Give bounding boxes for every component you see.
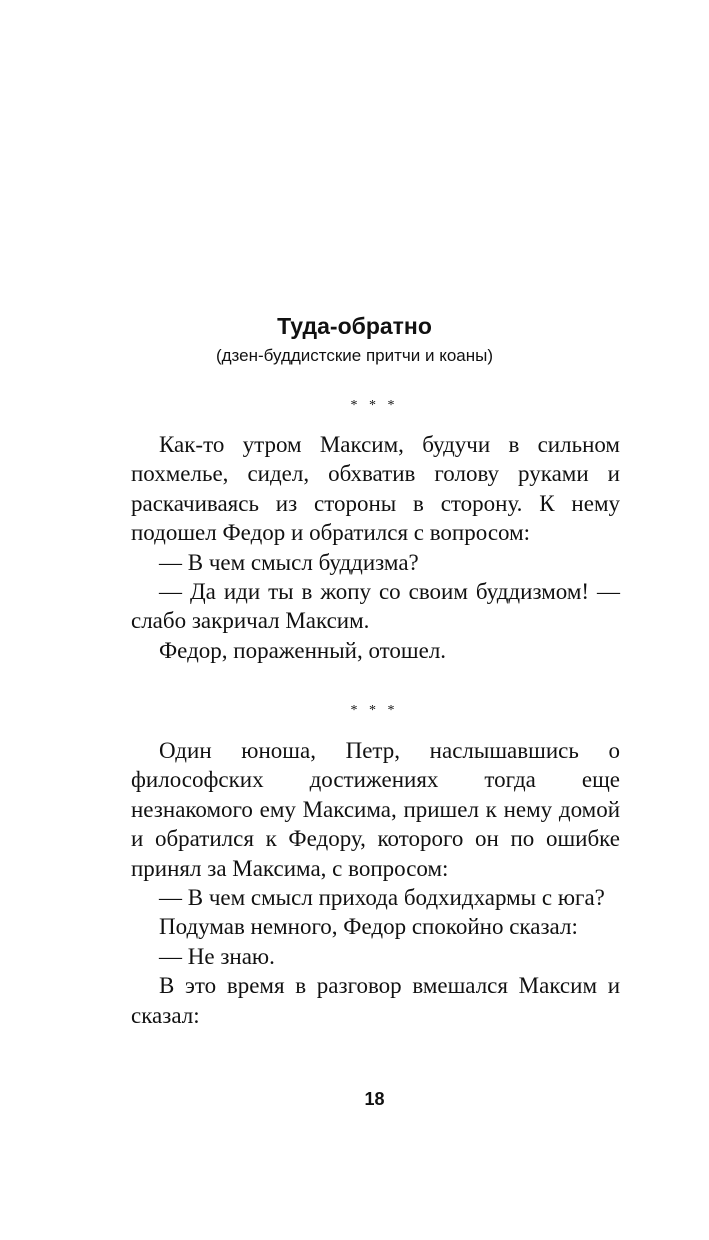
paragraph: Подумав немного, Федор спокойно сказал: <box>159 914 578 940</box>
section-separator: * * * <box>350 398 399 413</box>
parable-2 <box>131 736 620 1030</box>
paragraph: Один юноша, Петр, наслышавшись о философских достижениях тогда еще незнакомого ему Максима, пришел к нему домой и обратился к Федору, которого он по ошибке принял за Максима, с вопросом: <box>131 738 620 881</box>
paragraph: Федор, пораженный, отошел. <box>159 637 447 663</box>
paragraph: Как-то утром Максим, будучи в сильном похмелье, сидел, обхватив голову руками и раскачиваясь из стороны в сторону. К нему подошел Федор и обратился с вопросом: <box>131 432 620 546</box>
dialogue-line: — В чем смысл буддизма? <box>159 549 419 575</box>
dialogue-line: — Да иди ты в жопу со своим буддизмом! — слабо закричал Максим. <box>131 579 620 634</box>
chapter-title: Туда-обратно <box>277 313 432 339</box>
page-number: 18 <box>364 1089 385 1109</box>
section-separator: * * * <box>350 703 399 718</box>
parable-1 <box>131 430 620 665</box>
chapter-subtitle: (дзен-буддистские притчи и коаны) <box>215 346 494 365</box>
dialogue-line: — В чем смысл прихода бодхидхармы с юга? <box>159 885 605 911</box>
paragraph: В это время в разговор вмешался Максим и сказал: <box>131 973 620 1028</box>
dialogue-line: — Не знаю. <box>159 943 275 969</box>
